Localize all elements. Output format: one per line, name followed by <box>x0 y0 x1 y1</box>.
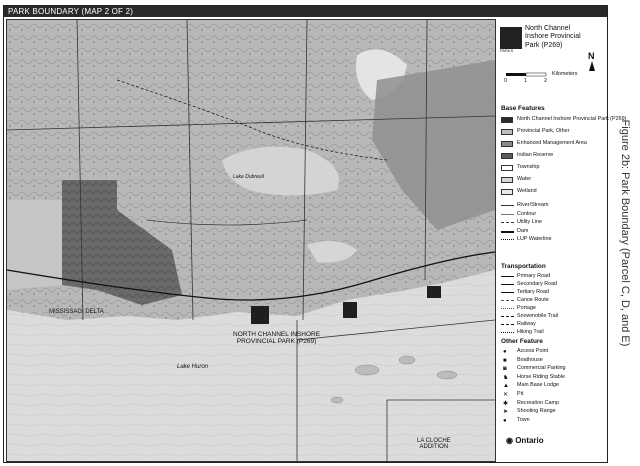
park-name: North Channel Inshore Provincial Park (P269) <box>525 25 581 49</box>
scale-bar <box>502 69 602 91</box>
legend-line-symbol <box>501 214 514 215</box>
legend-other-item <box>501 365 605 373</box>
legend-base-item <box>501 164 605 172</box>
legend-other-icon: ◙ <box>503 366 507 373</box>
legend-other-icon: ➤ <box>503 409 509 416</box>
park-parcel-e[interactable] <box>427 286 441 298</box>
legend-line-item <box>501 236 605 244</box>
legend-swatch <box>501 129 513 135</box>
legend-transport-label: Snowmobile Trail <box>517 313 559 319</box>
legend-base-item <box>501 128 605 136</box>
legend-line-item <box>501 202 605 210</box>
legend-base-item <box>501 152 605 160</box>
legend-other-icon: ♞ <box>503 374 509 381</box>
legend-swatch <box>501 189 513 195</box>
legend-line-symbol <box>501 222 514 223</box>
legend-transport-symbol <box>501 292 514 293</box>
scale-unit: Kilometers <box>552 71 578 77</box>
legend-other-label: Pit <box>517 391 524 397</box>
legend-line-symbol <box>501 231 514 233</box>
legend-transport-label: Hiking Trail <box>517 329 544 335</box>
legend-swatch <box>501 141 513 147</box>
legend-base-item <box>501 176 605 184</box>
legend-transport-symbol <box>501 276 514 277</box>
legend-other-icon: ▲ <box>503 383 509 390</box>
park-parcel-c[interactable] <box>251 306 269 324</box>
scale-tick-0: 0 <box>504 78 507 84</box>
parks-logo <box>500 27 522 49</box>
side-caption: Figure 2b: Park Boundary (Parcel C, D, and E) <box>619 119 631 347</box>
legend-base-label: Enhanced Management Area <box>517 140 587 146</box>
legend-other-item <box>501 408 605 416</box>
legend-swatch <box>501 177 513 183</box>
legend-other-label: Shooting Range <box>517 408 556 415</box>
legend-transport-item <box>501 313 605 321</box>
legend-transport-title: Transportation <box>501 263 546 270</box>
lake-dubreuil-label: Lake Dubreuil <box>233 174 264 180</box>
legend-other-item <box>501 348 605 356</box>
legend-other-icon: ■ <box>503 357 507 364</box>
legend-line-item <box>501 219 605 227</box>
legend-base-label: Wetland <box>517 188 537 194</box>
park-map-label: NORTH CHANNEL INSHORE PROVINCIAL PARK (P269) <box>233 331 321 345</box>
legend-other-label: Horse Riding Stable <box>517 373 565 380</box>
ontario-logo: ◉ Ontario <box>506 436 544 445</box>
legend-other-item <box>501 400 605 408</box>
legend-transport-symbol <box>501 332 514 333</box>
legend-other-item <box>501 357 605 365</box>
legend-transport-item <box>501 321 605 329</box>
legend-swatch <box>501 165 513 171</box>
legend-base-label: North Channel Inshore Provincial Park (P269) <box>517 116 627 122</box>
legend-base-label: Indian Reserve <box>517 152 554 158</box>
legend-other-item <box>501 417 605 425</box>
map-canvas <box>7 20 495 461</box>
legend-transport-item <box>501 281 605 289</box>
provincial-park-other <box>7 200 62 290</box>
legend-other-item <box>501 391 605 399</box>
legend-swatch <box>501 117 513 123</box>
legend-other-label: Town <box>517 416 530 423</box>
map-area[interactable] <box>6 19 496 462</box>
legend-base-label: Township <box>517 164 540 170</box>
park-parcel-d[interactable] <box>343 302 357 318</box>
legend-base-title: Base Features <box>501 105 545 112</box>
legend-other-icon: ● <box>503 417 507 424</box>
legend-transport-symbol <box>501 316 514 317</box>
legend-other-label: Boathouse <box>517 356 543 363</box>
legend-line-item <box>501 211 605 219</box>
legend-transport-item <box>501 273 605 281</box>
scale-tick-2: 2 <box>544 78 547 84</box>
legend-base-label: Provincial Park, Other <box>517 128 570 134</box>
legend-base-label: Water <box>517 176 532 182</box>
legend-base-item <box>501 116 627 124</box>
legend-swatch <box>501 153 513 159</box>
parks-logo-text: PARKS <box>500 48 514 53</box>
legend-other-item <box>501 374 605 382</box>
legend-transport-symbol <box>501 284 514 285</box>
legend-line-item <box>501 228 605 236</box>
scale-tick-1: 1 <box>524 78 527 84</box>
legend-transport-label: Railway <box>517 321 536 327</box>
legend-line-symbol <box>501 239 514 240</box>
legend-transport-label: Tertiary Road <box>517 289 550 295</box>
legend-base-item <box>501 140 605 148</box>
legend-other-icon: ✱ <box>503 400 509 407</box>
legend-transport-item <box>501 289 605 297</box>
legend-line-label: Dam <box>517 227 529 234</box>
legend-transport-item <box>501 329 605 337</box>
legend-line-symbol <box>501 205 514 206</box>
lake-huron-label: Lake Huron <box>177 364 209 370</box>
legend-other-title: Other Feature <box>501 338 543 345</box>
legend-transport-symbol <box>501 308 514 309</box>
north-arrow-icon: N <box>588 51 595 71</box>
legend-base-item <box>501 188 605 196</box>
legend-transport-label: Primary Road <box>517 273 550 279</box>
legend-other-label: Commercial Parking <box>517 365 566 372</box>
map-title-bar: PARK BOUNDARY (MAP 2 OF 2) <box>4 6 607 17</box>
legend-transport-item <box>501 297 605 305</box>
la-cloche-label: LA CLOCHE ADDITION <box>417 438 451 450</box>
legend-other-item <box>501 382 605 390</box>
legend-other-label: Main Base Lodge <box>517 382 559 389</box>
legend-line-label: Contour <box>517 210 537 217</box>
town-label: MISSISSAGI DELTA <box>49 309 104 315</box>
legend-transport-symbol <box>501 324 514 325</box>
legend-line-label: LUP Waterline <box>517 236 552 242</box>
legend-transport-label: Portage <box>517 305 536 311</box>
legend-other-icon: ● <box>503 349 507 355</box>
legend-transport-label: Secondary Road <box>517 281 558 287</box>
legend-line-label: River/Stream <box>517 202 549 208</box>
legend-other-label: Recreation Camp <box>517 399 559 406</box>
legend-other-label: Access Point <box>517 348 549 354</box>
legend-transport-label: Canoe Route <box>517 297 549 303</box>
legend-transport-symbol <box>501 300 514 301</box>
legend-transport-item <box>501 305 605 313</box>
legend-line-label: Utility Line <box>517 219 542 225</box>
legend-other-icon: ✕ <box>503 392 509 398</box>
